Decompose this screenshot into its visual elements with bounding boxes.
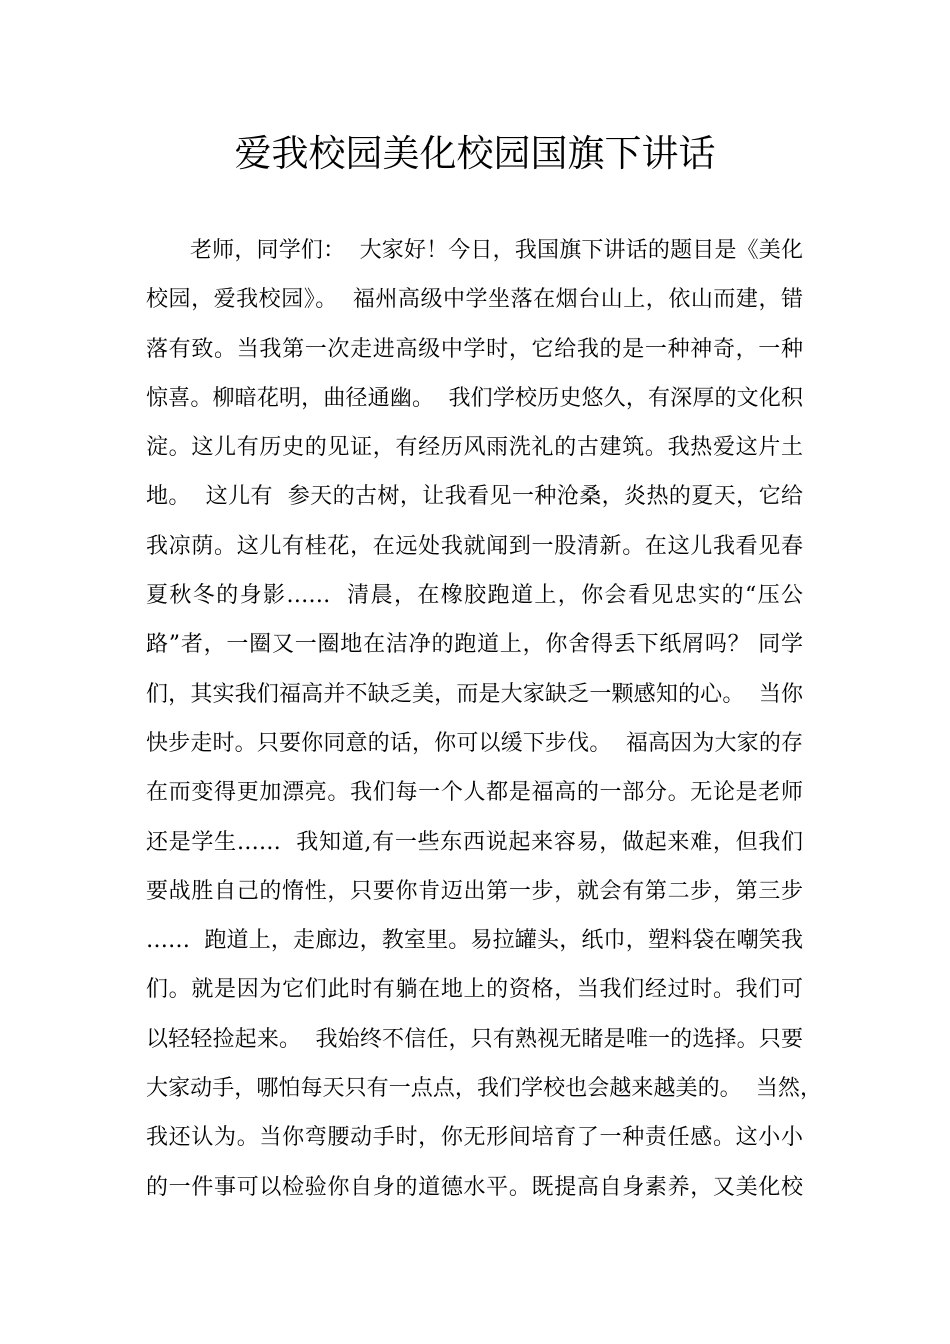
body-line: 老师，同学们： 大家好！今日，我国旗下讲话的题目是《美化 [190,238,803,263]
body-line: 落有致。当我第一次走进高级中学时，它给我的是一种神奇，一种 [146,336,803,362]
body-line: 路”者，一圈又一圈地在洁净的跑道上，你舍得丢下纸屑吗？ 同学 [146,632,803,658]
body-line: 地。 这儿有 参天的古树，让我看见一种沧桑，炎热的夏天，它给 [146,484,803,510]
body-line: 们，其实我们福高并不缺乏美，而是大家缺乏一颗感知的心。 当你 [146,681,803,707]
body-line: …… 跑道上，走廊边，教室里。易拉罐头，纸巾，塑料袋在嘲笑我 [146,928,803,954]
body-line: 淀。这儿有历史的见证，有经历风雨洗礼的古建筑。我热爱这片土 [146,435,803,461]
body-line: 夏秋冬的身影…… 清晨，在橡胶跑道上，你会看见忠实的“压公 [146,583,803,609]
speech-body [146,226,826,1212]
body-line: 惊喜。柳暗花明，曲径通幽。 我们学校历史悠久，有深厚的文化积 [146,385,803,411]
body-line: 在而变得更加漂亮。我们每一个人都是福高的一部分。无论是老师 [146,780,803,806]
body-line: 我还认为。当你弯腰动手时，你无形间培育了一种责任感。这小小 [146,1125,803,1151]
page-title: 爱我校园美化校园国旗下讲话 [234,132,716,175]
body-line: 我凉荫。这儿有桂花，在远处我就闻到一股清新。在这儿我看见春 [146,533,803,559]
body-line: 的一件事可以检验你自身的道德水平。既提高自身素养，又美化校 [146,1174,803,1200]
body-line: 还是学生…… 我知道,有一些东西说起来容易，做起来难，但我们 [146,829,803,855]
body-line: 要战胜自己的惰性，只要你肯迈出第一步，就会有第二步，第三步 [146,878,803,904]
body-line: 快步走时。只要你同意的话，你可以缓下步伐。 福高因为大家的存 [146,730,803,756]
body-line: 们。就是因为它们此时有躺在地上的资格，当我们经过时。我们可 [146,977,803,1003]
body-line: 校园，爱我校园》。 福州高级中学坐落在烟台山上，依山而建，错 [146,287,803,313]
body-line: 以轻轻捡起来。 我始终不信任，只有熟视无睹是唯一的选择。只要 [146,1026,803,1052]
body-line: 大家动手，哪怕每天只有一点点，我们学校也会越来越美的。 当然， [146,1076,822,1102]
